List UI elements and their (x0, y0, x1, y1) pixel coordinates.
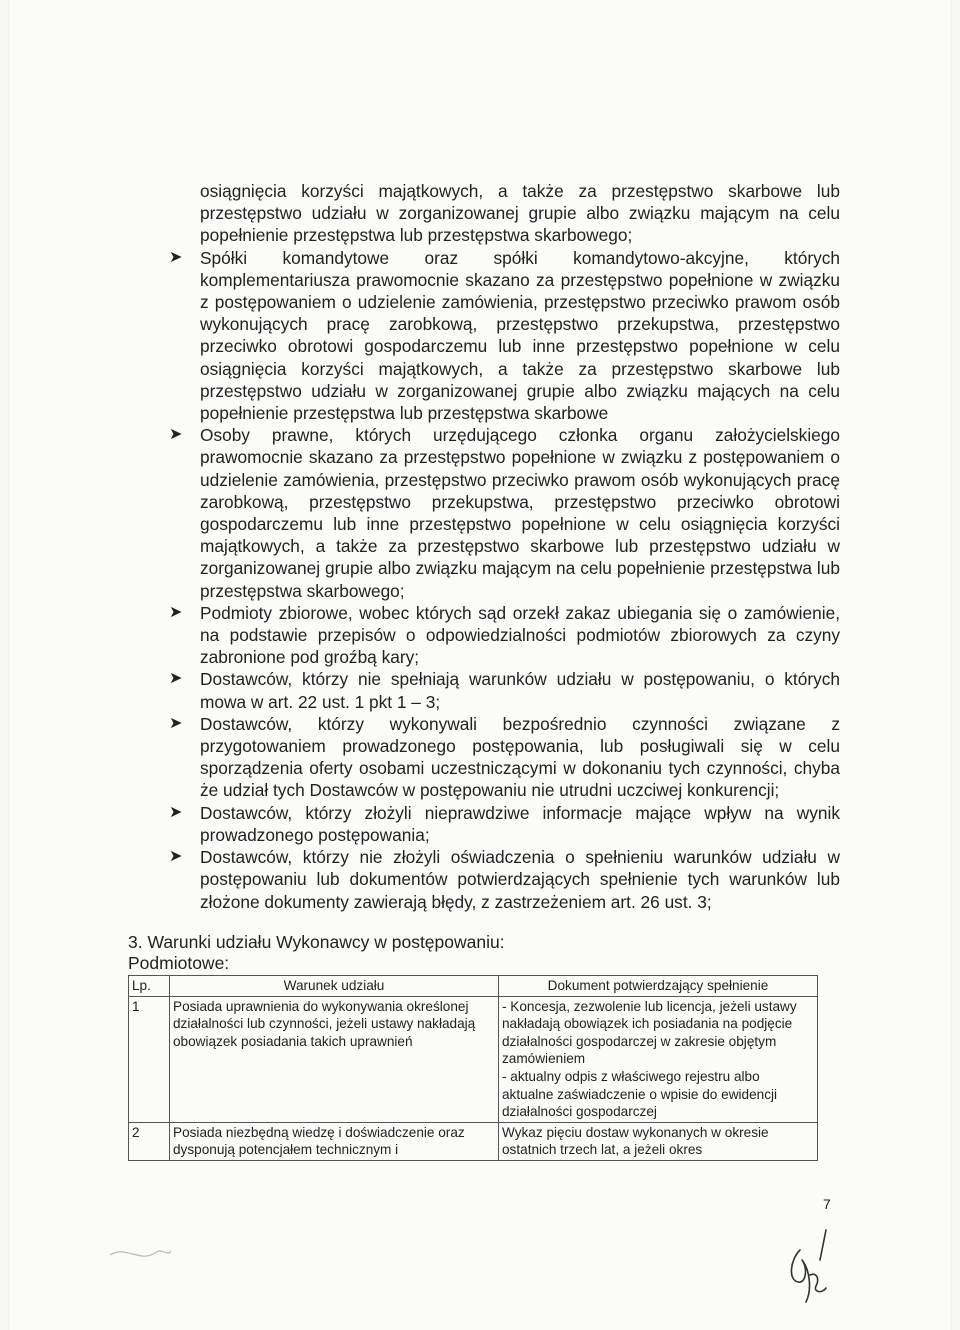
table-header-row (129, 976, 818, 997)
intro-paragraph: osiągnięcia korzyści majątkowych, a także za przestępstwo skarbowe lub przestępstwo udziału w zorganizowanej grupie albo związku mającym na celu popełnienie przestępstwa lub przestępstwa skarbowego; (200, 181, 840, 246)
cell-dokument-line: - aktualny odpis z właściwego rejestru albo aktualne zaświadczenie o wpisie do ewidencji działalności gospodarczej (502, 1068, 778, 1120)
header-dokument: Dokument potwierdzający spełnienie (499, 976, 818, 997)
cell-dokument (499, 996, 818, 1122)
faint-scribble (105, 1235, 175, 1275)
arrowhead-bullet-icon: ➤ (169, 426, 183, 444)
arrowhead-bullet-icon: ➤ (169, 803, 183, 821)
cell-warunek: Posiada uprawnienia do wykonywania określonej działalności lub czynności, jeżeli ustawy nakładają obowiązek posiadania takich uprawnień (170, 996, 499, 1122)
list-item-text: Podmioty zbiorowe, wobec których sąd orzekł zakaz ubiegania się o zamówienie, na podstawie przepisów o odpowiedzialności podmiotów zbiorowych za czyny zabronione pod groźbą kary; (200, 602, 840, 668)
header-lp: Lp. (129, 976, 170, 997)
section-heading (128, 932, 505, 974)
cell-lp: 2 (129, 1122, 170, 1160)
arrowhead-bullet-icon: ➤ (169, 603, 183, 621)
cell-lp: 1 (129, 996, 170, 1122)
header-warunek: Warunek udziału (170, 976, 499, 997)
list-item-text: Spółki komandytowe oraz spółki komandytowo-akcyjne, których komplementariusza prawomocnie skazano za przestępstwo popełnione w związku z postępowaniem o udzielenie zamówienia, przestępstwo przeciwko prawom osób wykonujących pracę zarobkową, przestępstwo przekupstwa, przestępstwo przeciwko obrotowi gospodarczemu lub inne przestępstwo popełnione w celu osiągnięcia korzyści majątkowych, a także za przestępstwo skarbowe lub przestępstwo udziału w zorganizowanej grupie albo związku mających na celu popełnienie przestępstwa lub przestępstwa skarbowe (200, 247, 840, 424)
list-item (169, 713, 840, 802)
exclusion-list (169, 247, 840, 913)
list-item (169, 846, 840, 913)
arrowhead-bullet-icon: ➤ (169, 670, 183, 688)
list-item-text: Dostawców, którzy nie złożyli oświadczenia o spełnieniu warunków udziału w postępowaniu lub dokumentów potwierdzających spełnienie tych warunków lub złożone dokumenty zawierają błędy, z zastrzeżeniem art. 26 ust. 3; (200, 847, 840, 912)
handwritten-signature (780, 1220, 840, 1310)
section-subtitle: Podmiotowe: (128, 953, 230, 973)
section-title: 3. Warunki udziału Wykonawcy w postępowaniu: (128, 932, 505, 952)
list-item (169, 247, 840, 425)
list-item (169, 668, 840, 712)
arrowhead-bullet-icon: ➤ (169, 248, 183, 266)
conditions-table (128, 975, 818, 1161)
list-item-text: Dostawców, którzy złożyli nieprawdziwe informacje mające wpływ na wynik prowadzonego postępowania; (200, 802, 840, 845)
list-item-text: Dostawców, którzy wykonywali bezpośrednio czynności związane z przygotowaniem prowadzonego postępowania, lub posługiwali się w celu sporządzenia oferty osobami uczestniczącymi w dokonaniu tych czynności, chyba że udział tych Dostawców w postępowaniu nie utrudni uczciwej konkurencji; (200, 713, 840, 801)
page-number: 7 (823, 1196, 831, 1212)
arrowhead-bullet-icon: ➤ (169, 714, 183, 732)
table-row (129, 1122, 818, 1160)
cell-warunek: Posiada niezbędną wiedzę i doświadczenie oraz dysponują potencjałem technicznym i (170, 1122, 499, 1160)
cell-dokument-line: Wykaz pięciu dostaw wykonanych w okresie ostatnich trzech lat, a jeżeli okres (502, 1124, 769, 1158)
table-row (129, 996, 818, 1122)
list-item (169, 802, 840, 846)
document-body (169, 180, 840, 913)
arrowhead-bullet-icon: ➤ (169, 848, 183, 866)
cell-dokument-line: - Koncesja, zezwolenie lub licencja, jeżeli ustawy nakładają obowiązek ich posiadania na podjęcie działalności gospodarczej w zakresie objętym zamówieniem (502, 998, 797, 1067)
list-item (169, 424, 840, 602)
list-item-text: Dostawców, którzy nie spełniają warunków udziału w postępowaniu, o których mowa w art. 22 ust. 1 pkt 1 – 3; (200, 669, 840, 712)
list-item-text: Osoby prawne, których urzędującego członka organu założycielskiego prawomocnie skazano za przestępstwo popełnione w związku z postępowaniem o udzielenie zamówienia, przestępstwo przeciwko prawom osób wykonujących pracę zarobkową, przestępstwo przekupstwa, przestępstwo przeciwko obrotowi gospodarczemu lub inne przestępstwo popełnione w celu osiągnięcia korzyści majątkowych, a także za przestępstwo skarbowe lub przestępstwo udziału w zorganizowanej grupie albo związku mającym na celu popełnienie przestępstwa lub przestępstwa skarbowego; (200, 425, 840, 601)
cell-dokument (499, 1122, 818, 1160)
list-item (169, 602, 840, 669)
